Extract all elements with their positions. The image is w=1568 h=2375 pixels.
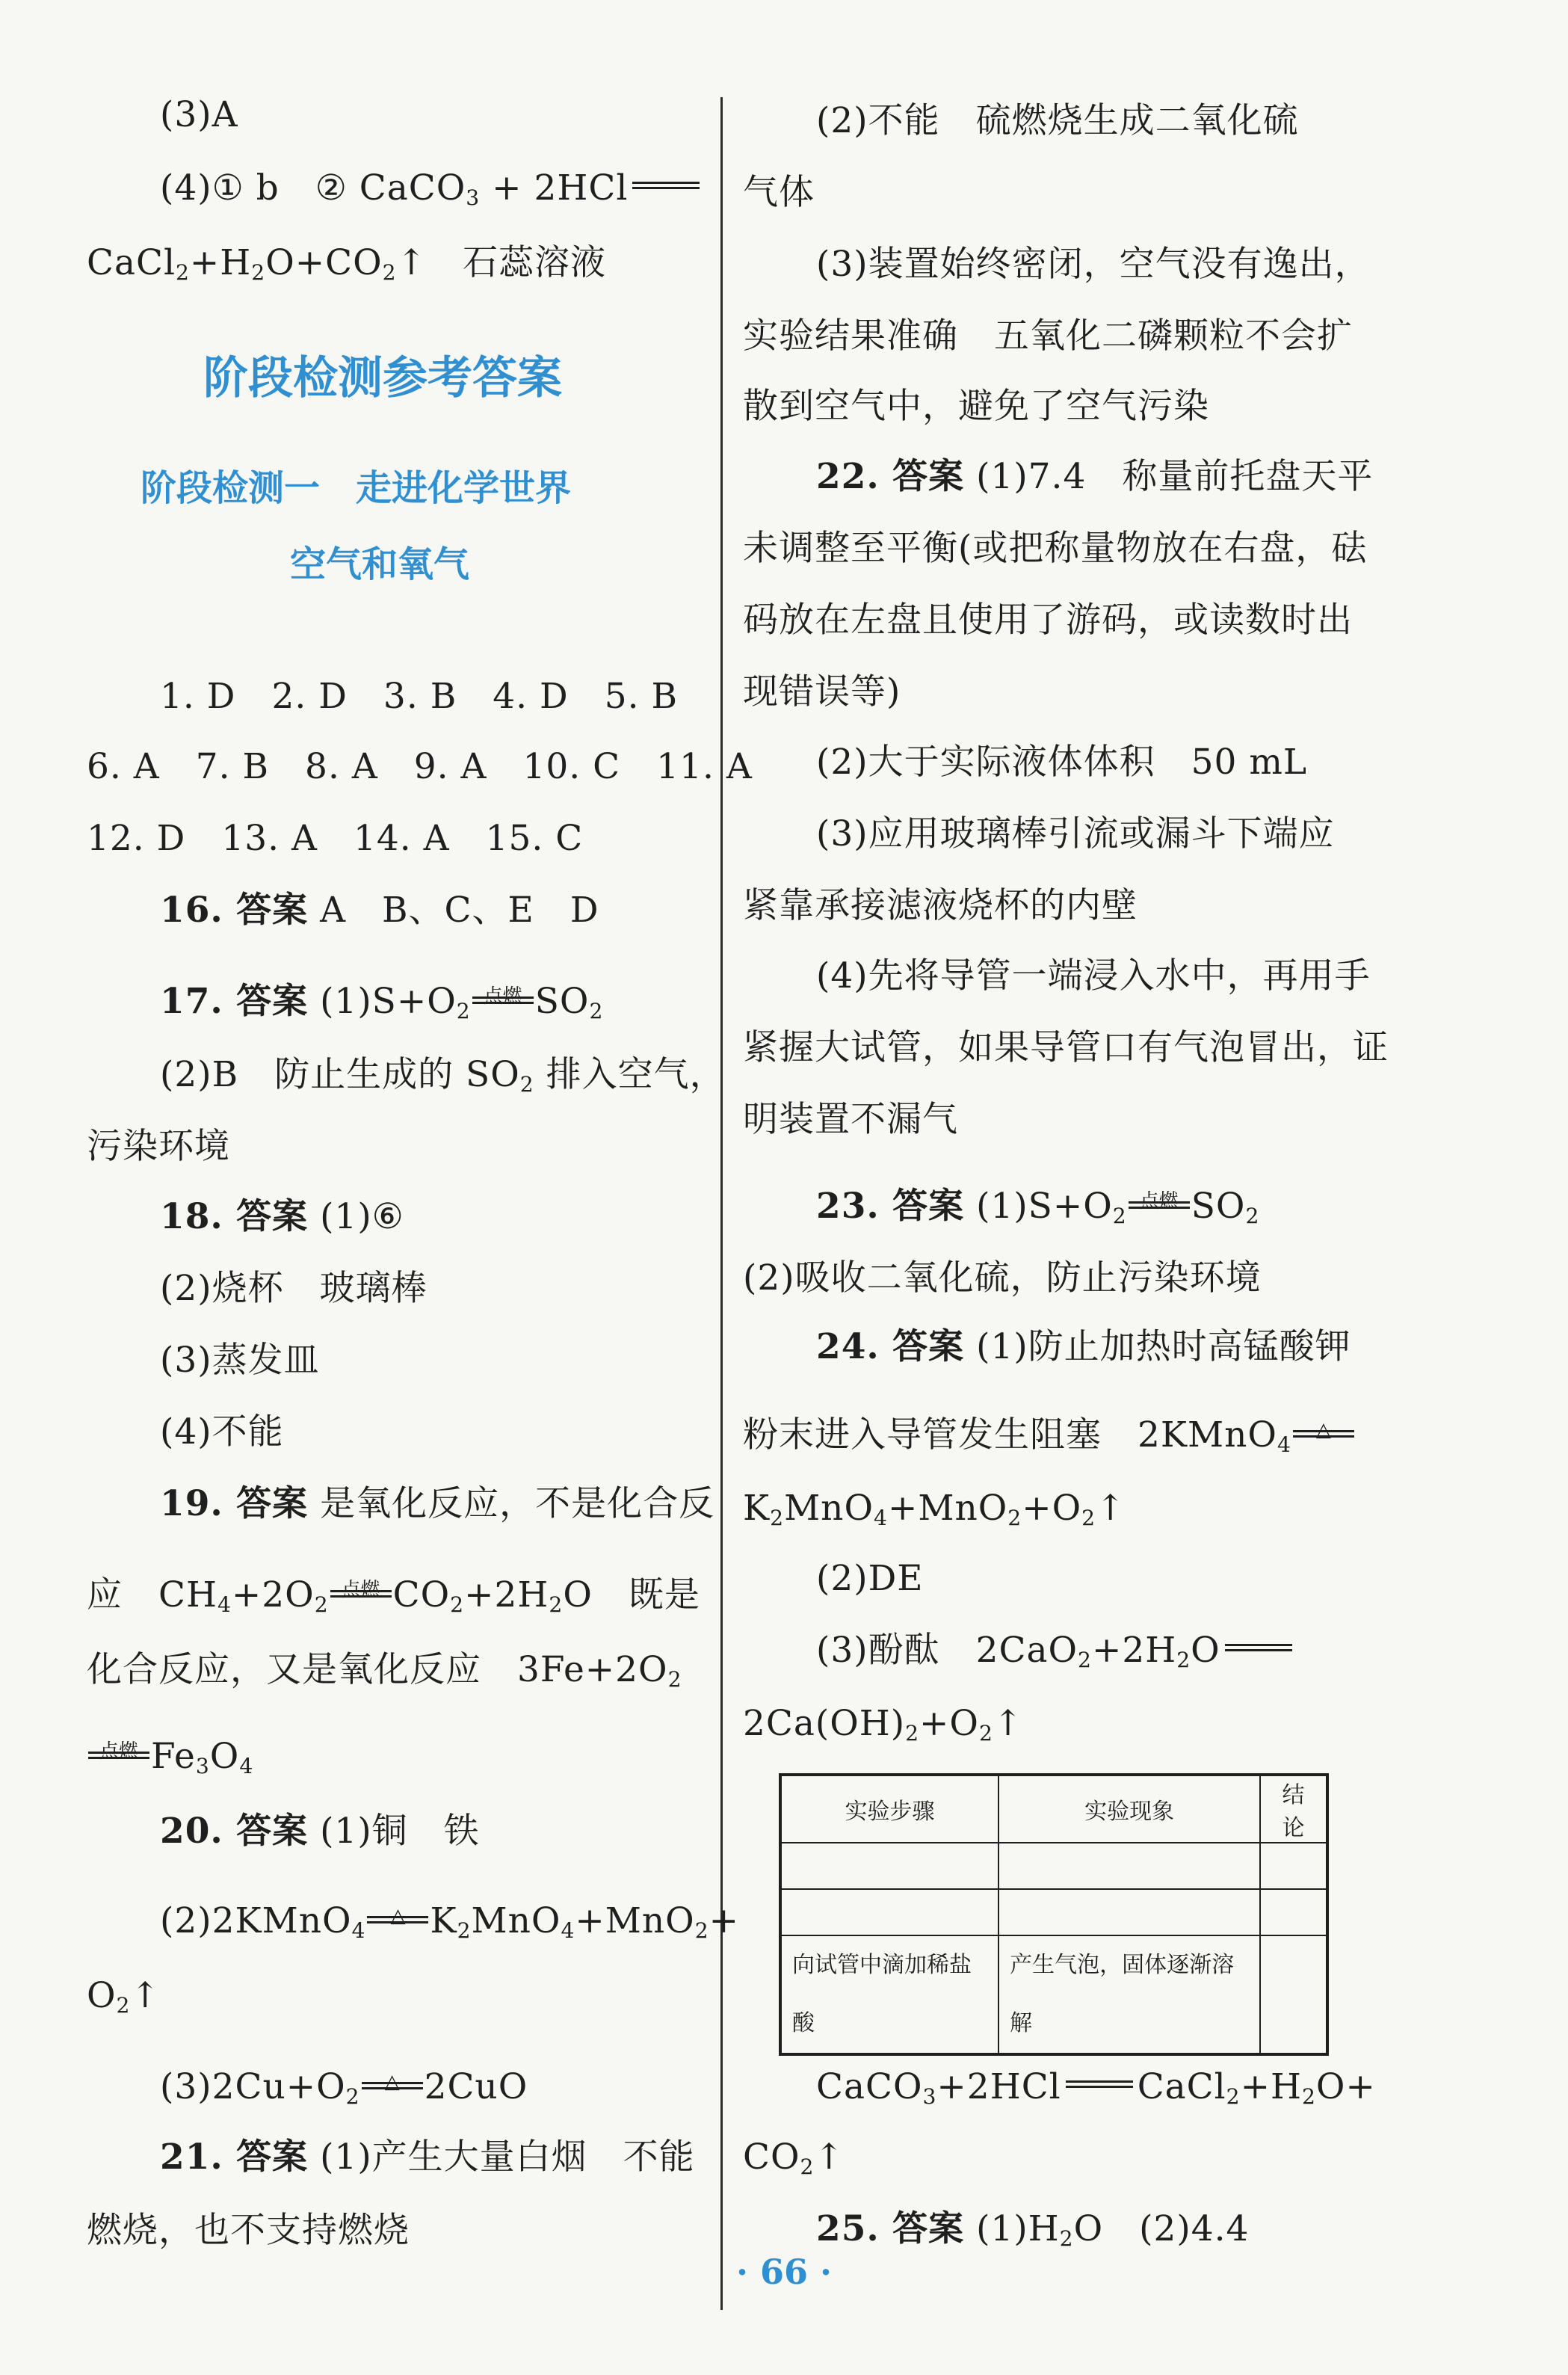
mc-answers: 1. D 2. D 3. B 4. D 5. B <box>160 676 679 717</box>
experiment-table <box>779 1773 1329 2056</box>
table-row <box>780 1843 1327 1889</box>
table-cell: 向试管中滴加稀盐酸 <box>780 1935 998 2054</box>
subsection-title: 空气和氧气 <box>290 543 470 585</box>
table-cell <box>1260 1935 1327 2054</box>
answer-line: $(3)2Cu+O_2$ △ 2CuO <box>160 2066 528 2110</box>
answer-line: 粉末进入导管发生阻塞 2KMnO$_4$ △ <box>743 1413 1356 1458</box>
answer-line: 燃烧，也不支持燃烧 <box>87 2210 410 2251</box>
answer-line: (2)吸收二氧化硫，防止污染环境 <box>743 1257 1262 1299</box>
table-row <box>780 1889 1327 1935</box>
answer-line: $2Ca(OH)_2+O_2↑$ <box>743 1703 1024 1746</box>
answer-line: $O_2↑$ <box>87 1975 161 2018</box>
answer-line: (3)应用玻璃棒引流或漏斗下端应 <box>816 813 1335 854</box>
page-number: · 66 · <box>735 2252 833 2292</box>
answer-line: 实验结果准确 五氧化二磷颗粒不会扩 <box>743 315 1353 357</box>
answer-line: 16. 答案 A B、C、E D <box>160 890 599 931</box>
answer-line: (3)蒸发皿 <box>160 1340 320 1381</box>
answer-line: 21. 答案 (1)产生大量白烟 不能 <box>160 2137 695 2178</box>
section-title: 阶段检测参考答案 <box>203 352 562 404</box>
answer-line: 化合反应，又是氧化反应 $3Fe+2O_2$ <box>87 1649 682 1692</box>
answer-line: 明装置不漏气 <box>743 1099 958 1140</box>
table-header: 实验步骤 <box>780 1775 998 1843</box>
answer-line: 污染环境 <box>87 1126 230 1167</box>
answer-line: 码放在左盘且使用了游码，或读数时出 <box>743 600 1353 641</box>
answer-line: (2)烧杯 玻璃棒 <box>160 1268 428 1309</box>
answer-line: 23. 答案 $(1)S+O_2$ 点燃 $SO_2$ <box>816 1186 1260 1229</box>
table-header: 实验现象 <box>998 1775 1260 1843</box>
answer-line: 现错误等) <box>743 671 901 712</box>
answer-line: 19. 答案 是氧化反应，不是化合反 <box>160 1483 715 1524</box>
answer-line: 未调整至平衡(或把称量物放在右盘，砝 <box>743 528 1368 569</box>
answer-line: 25. 答案 $(1)H_2O$ (2)4.4 <box>816 2208 1250 2252</box>
answer-line: 紧靠承接滤液烧杯的内壁 <box>743 885 1138 926</box>
answer-line: (2)大于实际液体体积 50 mL <box>816 742 1308 783</box>
mc-answers: 12. D 13. A 14. A 15. C <box>87 818 584 859</box>
answer-line: 20. 答案 (1)铜 铁 <box>160 1811 480 1852</box>
answer-line: 17. 答案 $(1)S+O_2$ 点燃 $SO_2$ <box>160 981 604 1024</box>
answer-line: (4)① b ② CaCO$_3$ + 2HCl <box>160 166 704 211</box>
answer-line: $K_2MnO_4+MnO_2+O_2↑$ <box>743 1488 1126 1531</box>
answer-line: (3)酚酞 $2CaO_2+2H_2O$ <box>816 1628 1297 1673</box>
table-header: 结论 <box>1260 1775 1327 1843</box>
answer-line: $CO_2↑$ <box>743 2137 845 2180</box>
answer-line: 紧握大试管，如果导管口有气泡冒出，证 <box>743 1027 1389 1068</box>
answer-line: (2)B 防止生成的 $SO_2$ 排入空气， <box>160 1054 726 1097</box>
table-row <box>780 1935 1327 2054</box>
table-header-row <box>780 1775 1327 1843</box>
answer-line: 点燃 $Fe_3O_4$ <box>87 1734 253 1779</box>
mc-answers: 6. A 7. B 8. A 9. A 10. C 11. A <box>87 746 753 787</box>
answer-line: 应 $CH_4+2O_2$ 点燃 $CO_2+2H_2O$ 既是 <box>87 1574 700 1618</box>
answer-line: (2)DE <box>816 1558 924 1599</box>
answer-line: (3)装置始终密闭，空气没有逸出， <box>816 244 1371 285</box>
answer-line: (3)A <box>160 94 238 135</box>
answer-line: 22. 答案 (1)7.4 称量前托盘天平 <box>816 456 1374 497</box>
answer-line: 18. 答案 (1)⑥ <box>160 1196 404 1237</box>
answer-line: (2)不能 硫燃烧生成二氧化硫 <box>816 100 1299 141</box>
answer-line: $CaCl_2+H_2O+CO_2↑$ 石蕊溶液 <box>87 242 606 286</box>
answer-line: 气体 <box>743 172 815 213</box>
subsection-title: 阶段检测一 走进化学世界 <box>141 467 572 509</box>
answer-line: (4)先将导管一端浸入水中，再用手 <box>816 955 1371 996</box>
column-divider <box>720 97 723 2310</box>
answer-line: 散到空气中，避免了空气污染 <box>743 386 1209 427</box>
answer-line: CaCO$_3$+2HCl $CaCl_2+H_2O+$ <box>816 2066 1376 2110</box>
answer-line: (4)不能 <box>160 1411 284 1453</box>
answer-line: (2)2KMnO$_4$ △ $K_2MnO_4+MnO_2+$ <box>160 1900 740 1944</box>
answer-line: 24. 答案 (1)防止加热时高锰酸钾 <box>816 1326 1351 1367</box>
table-cell: 产生气泡，固体逐渐溶解 <box>998 1935 1260 2054</box>
